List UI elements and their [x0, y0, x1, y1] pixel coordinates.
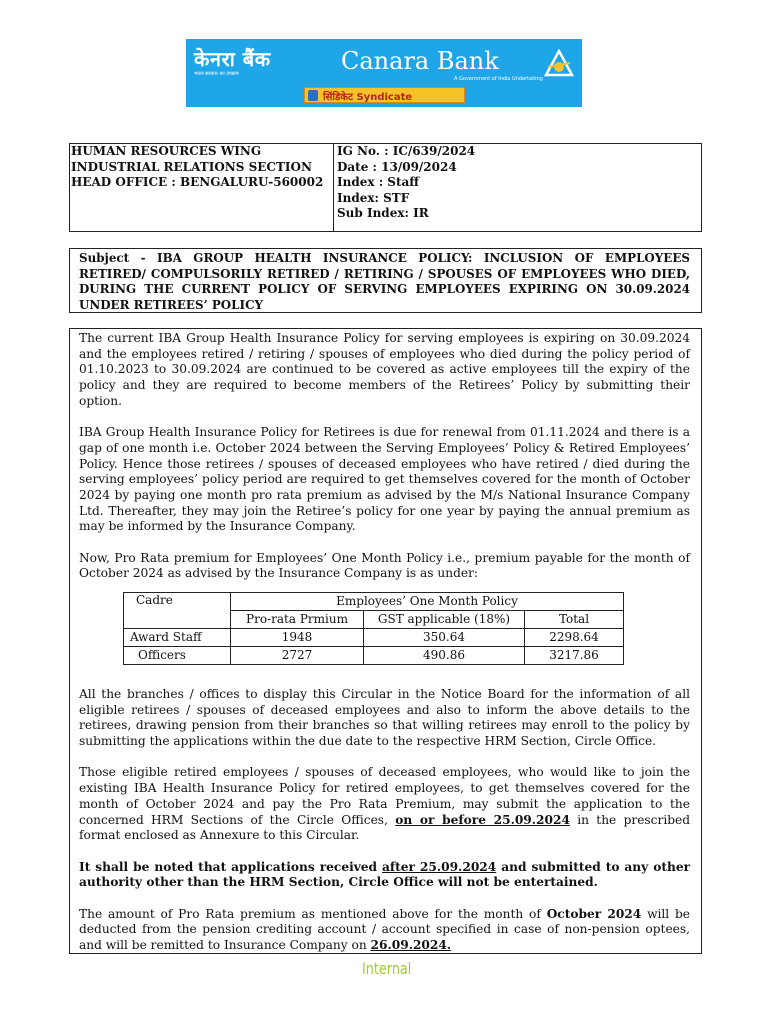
syndicate-icon	[308, 90, 318, 101]
syndicate-badge	[304, 87, 465, 103]
table-header-group: Employees’ One Month Policy	[231, 593, 624, 611]
text-run: in the prescribed format enclosed as Annexure to this Circular.	[79, 812, 691, 843]
issuing-office	[71, 144, 323, 191]
canara-logo-icon	[544, 49, 574, 79]
text-run: The amount of Pro Rata premium as mentioned above for the month of	[79, 906, 541, 921]
table-cell-cadre: Award Staff	[124, 629, 231, 647]
table-cell-gst: 490.86	[364, 647, 525, 665]
subject-box: Subject - IBA GROUP HEALTH INSURANCE POLICY: INCLUSION OF EMPLOYEES RETIRED/ COMPULSORILY RETIRED / RETIRING / SPOUSES OF EMPLOYEES WHO DIED, DURING THE CURRENT POLICY OF SERVING EMPLOYEES EXPIRING ON 30.09.2024 UNDER RETIREES’ POLICY	[69, 248, 702, 313]
table-header-total: Total	[525, 611, 624, 629]
index-staff: Index : Staff	[337, 175, 420, 189]
sub-index: Sub Index: IR	[337, 206, 429, 220]
classification-label: Internal	[362, 959, 412, 978]
hindi-bank-name: केनरा बैंक	[194, 47, 271, 71]
text-run: Those eligible retired employees / spouses of deceased employees, who would like to join the existing IBA Health Insurance Policy for retired employees, to get themselves covered for the month of October 2024 and pay the Pro Rata Premium, may submit the application to the concerned HRM Sections of the Circle Offices,	[79, 765, 690, 827]
header-line: HUMAN RESOURCES WING	[71, 144, 262, 158]
paragraph	[79, 860, 690, 891]
text-run: and submitted to any other authority other than the HRM Section, Circle Office will not be entertained.	[79, 859, 690, 890]
table-cell-total: 2298.64	[525, 629, 624, 647]
circular-body	[69, 328, 702, 954]
bank-logo-banner	[186, 39, 582, 107]
english-bank-name: Canara Bank	[341, 47, 499, 75]
table-cell-gst: 350.64	[364, 629, 525, 647]
deadline-highlight: on or before 25.09.2024	[395, 812, 570, 827]
header-line: INDUSTRIAL RELATIONS SECTION	[71, 159, 312, 174]
table-header-gst: GST applicable (18%)	[364, 611, 525, 629]
paragraph: IBA Group Health Insurance Policy for Retirees is due for renewal from 01.11.2024 and there is a gap of one month i.e. October 2024 between the Serving Employees’ Policy & Retired Employees’ Policy. Hence those retirees / spouses of deceased employees who have retired / died during the serving employees’ policy period are required to get themselves covered for the month of October 2024 by paying one month pro rata premium as advised by the M/s National Insurance Company Ltd. Thereafter, they may join the Retiree’s policy for one year by paying the annual premium as may be informed by the Insurance Company.	[79, 425, 690, 534]
table-header-cadre: Cadre	[124, 593, 231, 629]
table-cell-total: 3217.86	[525, 647, 624, 665]
table-cell-premium: 2727	[231, 647, 364, 665]
circular-reference	[337, 144, 475, 222]
text-run: will be deducted from the pension crediting account / account specified in case of non-pension optees, and will be remitted to Insurance Company on	[79, 906, 690, 952]
remittance-date: 26.09.2024.	[370, 937, 452, 952]
index-stf: Index: STF	[337, 190, 410, 205]
deadline-highlight: after 25.09.2024	[382, 859, 497, 874]
circular-header-box	[69, 143, 702, 232]
table-header-premium: Pro-rata Prmium	[231, 611, 364, 629]
syndicate-label: सिंडिकेट Syndicate	[323, 92, 413, 103]
paragraph: Now, Pro Rata premium for Employees’ One Month Policy i.e., premium payable for the month of October 2024 as advised by the Insurance Company is as under:	[79, 550, 690, 581]
table-row	[124, 647, 624, 665]
month-highlight: October 2024	[546, 906, 642, 921]
paragraph	[79, 765, 690, 844]
paragraph: The current IBA Group Health Insurance Policy for serving employees is expiring on 30.09.2024 and the employees retired / retiring / spouses of employees who died during the policy period of 01.10.2023 to 30.09.2024 are continued to be covered as active employees till the expiry of the policy and they are required to become members of the Retirees’ Policy by submitting their option.	[79, 331, 690, 408]
header-divider	[333, 144, 334, 231]
ig-number: IG No. : IC/639/2024	[337, 144, 476, 158]
circular-date: Date : 13/09/2024	[337, 159, 457, 174]
table-cell-cadre: Officers	[124, 647, 231, 665]
header-line: HEAD OFFICE : BENGALURU-560002	[71, 175, 324, 189]
paragraph	[79, 907, 690, 954]
english-tagline: A Government of India Undertaking	[454, 76, 543, 82]
premium-table	[123, 592, 624, 665]
paragraph: All the branches / offices to display this Circular in the Notice Board for the information of all eligible retirees / spouses of deceased employees and also to inform the above details to the retirees, drawing pension from their branches so that willing retirees may enroll to the policy by submitting the applications within the due date to the respective HRM Section, Circle Office.	[79, 687, 690, 749]
text-run: It shall be noted that applications received	[79, 859, 378, 874]
table-row	[124, 629, 624, 647]
hindi-tagline: भारत सरकार का उपक्रम	[194, 71, 239, 77]
table-cell-premium: 1948	[231, 629, 364, 647]
